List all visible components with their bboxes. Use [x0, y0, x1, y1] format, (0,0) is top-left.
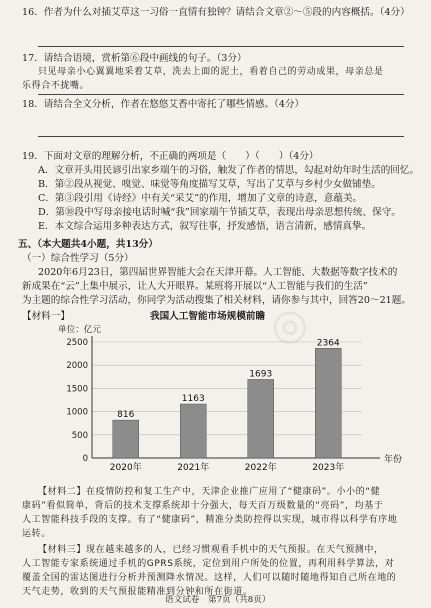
intro-line-1: 2020年6月23日，第四届世界智能大会在天津开幕。人工智能、大数据等数字技术的 — [38, 267, 398, 278]
chart-title: 我国人工智能市场规模前瞻 — [150, 311, 266, 322]
material-3-line-1: 【材料三】现在越来越多的人，已经习惯观看手机中的天气预报。在天气预测中， — [38, 545, 384, 555]
bar — [248, 379, 274, 458]
material-2-line-3: 人工智能科技手段的支撑。有了“健康码”，精准分类防控得以实现，城市得以科学有序地 — [22, 515, 398, 525]
y-tick-label: 1000 — [66, 407, 88, 418]
x-axis-label: 年份 — [384, 455, 403, 465]
y-tick-label: 2500 — [66, 338, 88, 348]
question-18: 18．请结合全文分析，作者在悠悠艾香中寄托了哪些情感。（4分） — [22, 99, 305, 110]
option-e: E．本文综合运用多种表达方式，叙写往事，抒发感悟，语言清新，感情真挚。 — [38, 221, 372, 232]
option-c: C．第③段引用《诗经》中有关“采艾”的作用，增加了文章的诗意，意蕴美。 — [38, 193, 363, 204]
material-2-line-1: 【材料二】在疫情防控和复工生产中，天津企业推广应用了“健康码”。小小的“健 — [38, 487, 381, 497]
answer-line[interactable] — [38, 136, 404, 137]
bar — [180, 404, 206, 458]
y-tick-label: 500 — [71, 430, 88, 441]
material-1-label: 【材料一】 — [22, 311, 70, 322]
quote-line-2: 乐得合不拢嘴。 — [22, 81, 90, 91]
x-tick-label: 2023年 — [312, 463, 345, 473]
market-size-bar-chart — [52, 332, 408, 482]
page-footer: 语文试卷 第7页（共8页） — [165, 595, 271, 605]
x-tick-label: 2020年 — [109, 463, 142, 473]
quote-line-1: 只见母亲小心翼翼地采着艾草，洗去上面的泥土，看着自己的劳动成果，母亲总是 — [38, 67, 384, 77]
y-tick-label: 1500 — [66, 384, 88, 395]
material-2-line-2: 康码”看似简单，背后的技术支撑系统却十分强大，每天百万级数量的“亮码”，均基于 — [22, 501, 384, 511]
material-3-line-2: 人工智能专家系统通过手机的GPRS系统，定位到用户所处的位置，再利用科学算法，对 — [22, 559, 395, 569]
bar-value-label: 816 — [117, 410, 135, 421]
question-17: 17．请结合语境，赏析第⑥段中画线的句子。（3分） — [22, 53, 247, 64]
y-axis-unit-label: 单位：亿元 — [58, 325, 101, 335]
material-2-line-4: 运转。 — [22, 529, 51, 539]
bar-value-label: 2364 — [316, 338, 340, 349]
material-3-line-4: 天气走势，收到的天气预报能精准到分钟和所在街道。 — [22, 587, 253, 597]
bar-value-label: 1163 — [181, 394, 205, 405]
y-tick-label: 0 — [82, 454, 88, 464]
x-tick-label: 2022年 — [244, 463, 277, 473]
answer-line[interactable] — [38, 46, 404, 47]
intro-line-2: 新成果在“云”上集中展示，让人大开眼界。某班将开展以“人工智能与我们的生活” — [22, 281, 368, 292]
watermark: ◎ — [261, 294, 316, 355]
section-5-title: 五、（本大题共4小题，共13分） — [18, 239, 158, 250]
option-b: B．第②段从视觉、嗅觉、味觉等角度描写艾草，写出了艾草与乡村少女做铺垫。 — [38, 179, 381, 190]
option-a: A．文章开头用民谚引出家乡端午的习俗，触发了作者的情思，勾起对幼年时生活的回忆。 — [38, 165, 420, 176]
bar — [113, 420, 139, 458]
y-tick-label: 2000 — [66, 361, 88, 372]
question-19: 19．下面对文章的理解分析，不正确的两项是（ ）（ ）（4分） — [22, 151, 319, 162]
x-tick-label: 2021年 — [177, 463, 210, 473]
intro-line-3: 为主题的综合性学习活动，你同学为活动搜集了相关材料，请你参与其中，回答20～21题。 — [22, 295, 411, 306]
question-16: 16．作者为什么对插艾草这一习俗一直情有独钟？请结合文章②～⑤段的内容概括。（4分） — [22, 7, 410, 18]
bar — [315, 348, 341, 458]
option-d: D．第⑩段中写母亲接电话时喊“我”回家端午节插艾草，表现出母亲思想传统、保守。 — [38, 207, 401, 218]
section-5-subtitle: （一）综合性学习（5分） — [22, 253, 134, 264]
material-3-line-3: 覆盖全国的雷达图进行分析并预测降水情况。这样，人们可以随时随地得知自己所在地的 — [22, 573, 397, 583]
bar-value-label: 1693 — [249, 369, 273, 380]
answer-line[interactable] — [38, 94, 404, 95]
